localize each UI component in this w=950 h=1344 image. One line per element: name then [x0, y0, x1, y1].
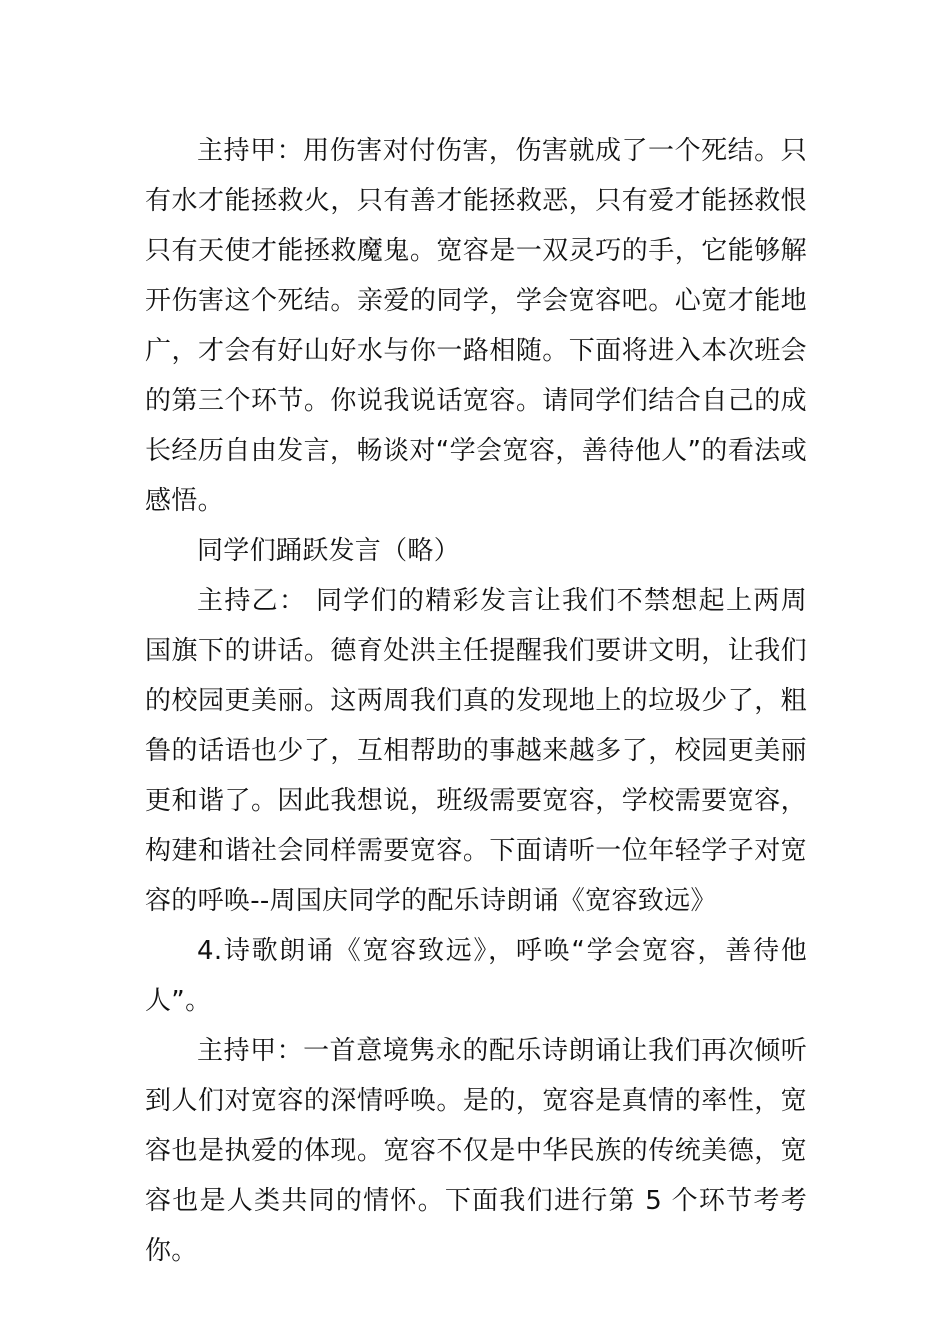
- paragraph-students-speak: 同学们踊跃发言（略）: [197, 536, 461, 566]
- paragraph-host-a-closing: 主持甲：一首意境隽永的配乐诗朗诵让我们再次倾听到人们对宽容的深情呼唤。是的，宽容是真情的率性，宽容也是执爱的体现。宽容不仅是中华民族的传统美德，宽容也是人类共同的情怀。下面我们进行第 5 个环节考考你。: [145, 1036, 807, 1266]
- paragraph-poem-recital: 4.诗歌朗诵《宽容致远》，呼唤“学会宽容，善待他人”。: [145, 936, 807, 1016]
- document-body: [145, 126, 807, 1276]
- paragraph-host-a-intro: 主持甲：用伤害对付伤害，伤害就成了一个死结。只有水才能拯救火，只有善才能拯救恶，只有爱才能拯救恨只有天使才能拯救魔鬼。宽容是一双灵巧的手，它能够解开伤害这个死结。亲爱的同学，学会宽容吧。心宽才能地广，才会有好山好水与你一路相随。下面将进入本次班会的第三个环节。你说我说话宽容。请同学们结合自己的成长经历自由发言，畅谈对“学会宽容，善待他人”的看法或感悟。: [145, 136, 807, 516]
- paragraph-host-b: 主持乙： 同学们的精彩发言让我们不禁想起上两周国旗下的讲话。德育处洪主任提醒我们要讲文明，让我们的校园更美丽。这两周我们真的发现地上的垃圾少了，粗鲁的话语也少了，互相帮助的事越来越多了，校园更美丽更和谐了。因此我想说，班级需要宽容，学校需要宽容，构建和谐社会同样需要宽容。下面请听一位年轻学子对宽容的呼唤--周国庆同学的配乐诗朗诵《宽容致远》: [145, 586, 807, 916]
